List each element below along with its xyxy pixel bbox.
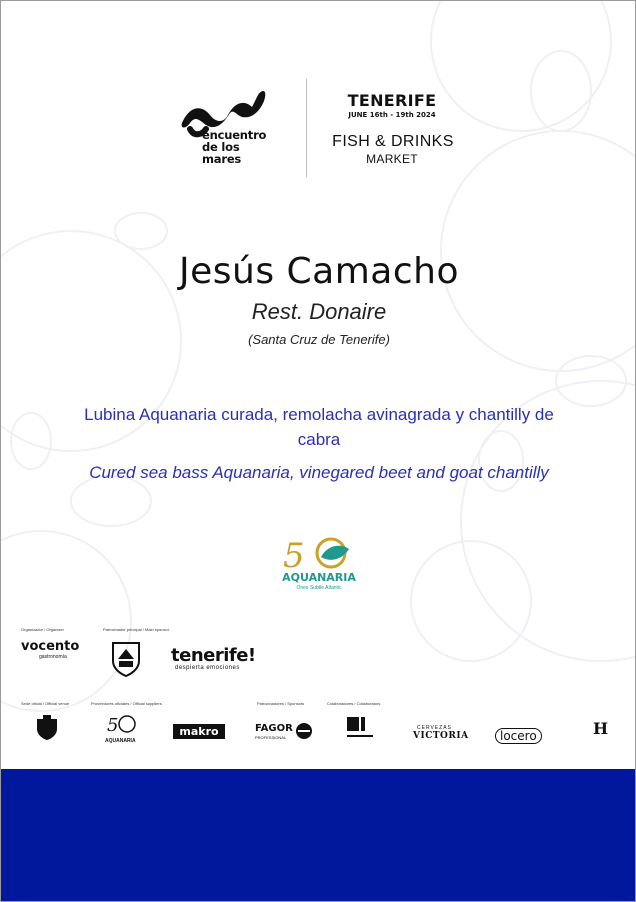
event-title: FISH & DRINKS (332, 133, 454, 150)
header-divider (306, 79, 307, 177)
victoria-top: CERVEZAS (417, 725, 452, 731)
aquanaria-small-logo-icon (103, 713, 143, 739)
last-sponsor-logo: H (593, 719, 609, 738)
restaurant-location: (Santa Cruz de Tenerife) (248, 332, 390, 347)
dish-description-spanish: Lubina Aquanaria curada, remolacha avinagrada y chantilly de cabra (84, 405, 554, 449)
event-subtitle: MARKET (366, 152, 418, 166)
government-logo-icon (345, 713, 375, 741)
makro-logo: makro (173, 724, 225, 739)
event-city: TENERIFE (347, 91, 437, 110)
footer-band (1, 769, 636, 902)
aquanaria-name: AQUANARIA (282, 571, 356, 584)
chef-name: Jesús Camacho (179, 251, 459, 292)
fagor-logo: FAGOR (255, 723, 293, 734)
restaurant-name: Rest. Donaire (251, 299, 387, 324)
vocento-logo: vocento (21, 639, 80, 654)
official-suppliers-caption: Proveedores oficiales / Official suppliers (91, 701, 162, 706)
event-dates: JUNE 16th - 19th 2024 (348, 111, 436, 119)
aquanaria-number: 5 (283, 536, 305, 576)
logo-line-2: de los (202, 140, 240, 154)
sponsors-caption: Patrocinadores / Sponsors (257, 701, 305, 706)
cabildo-crest-icon (109, 639, 143, 677)
fagor-sub: PROFESSIONAL (255, 735, 287, 740)
victoria-logo: VICTORIA (413, 731, 469, 741)
logo-wordmark (202, 129, 266, 165)
logo-line-1: encuentro (202, 128, 267, 142)
collaborators-caption: Colaboradores / Collaborators (327, 701, 381, 706)
aquanaria-tagline: Ones Subtle Atlantic (296, 585, 342, 591)
aquanaria-small-name: AQUANARIA (105, 738, 136, 744)
svg-text:5: 5 (107, 715, 119, 736)
dish-description-english: Cured sea bass Aquanaria, vinegared beet and goat chantilly (89, 463, 549, 482)
main-sponsor-caption: Patrocinador principal / Main sponsor (103, 627, 170, 632)
fagor-symbol-icon (295, 722, 313, 740)
vocento-sub: gastronomía (39, 654, 67, 660)
tenerife-logo: tenerife! (171, 645, 256, 666)
locero-logo: locero (495, 728, 542, 744)
venue-crest-icon (33, 713, 61, 741)
organizer-caption: Organizador / Organizer (21, 627, 64, 632)
official-venue-caption: Sede oficial / Official venue (21, 701, 70, 706)
logo-line-3: mares (202, 152, 242, 166)
tenerife-slogan: despierta emociones (175, 665, 240, 671)
